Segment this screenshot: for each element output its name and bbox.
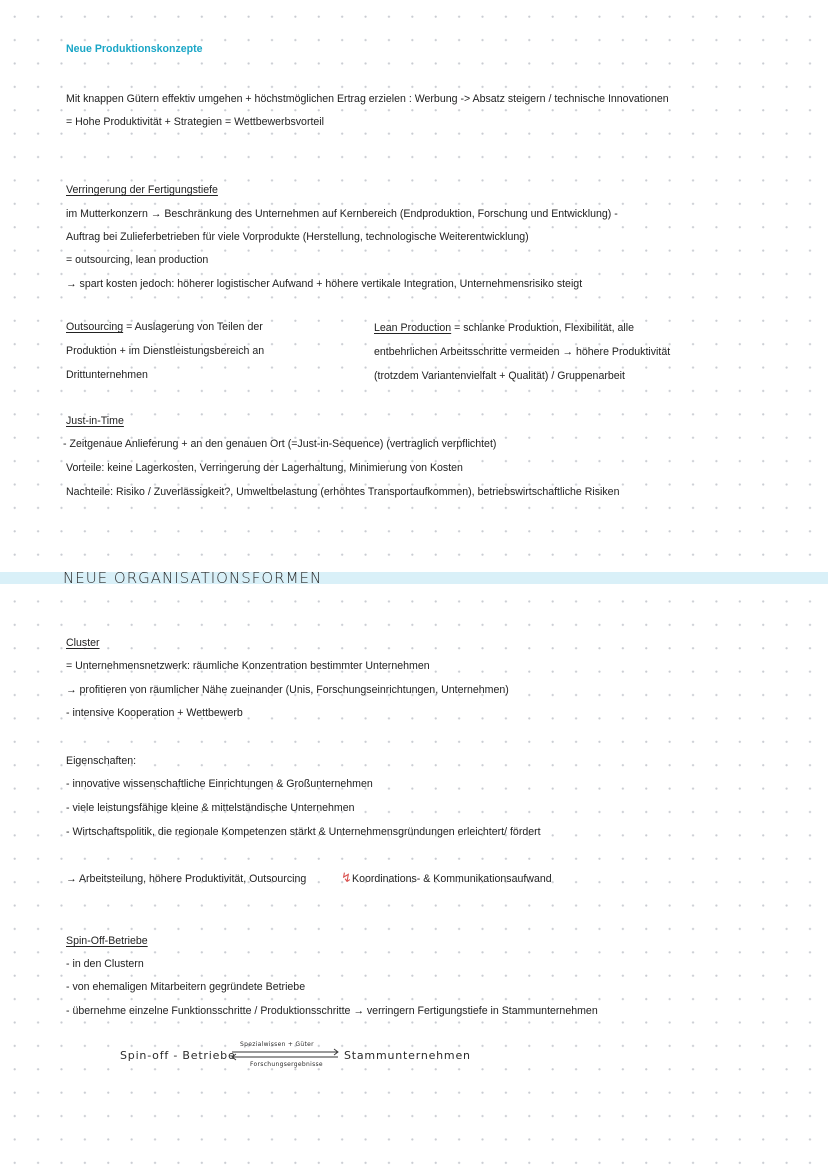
diagram-label-stammunternehmen: Stammunternehmen (344, 1049, 471, 1062)
diagram-label-spinoff: Spin-off - Betriebe (120, 1049, 236, 1062)
cluster-line: - intensive Kooperation + Wettbewerb (66, 707, 243, 719)
diagram-arrow-label-top: Spezialwissen + Güter (240, 1041, 314, 1048)
spinoff-diagram (118, 1038, 478, 1072)
cluster-summary-right: Koordinations- & Kommunikationsaufwand (352, 873, 552, 885)
section-title-produktionskonzepte: Neue Produktionskonzepte (66, 43, 203, 55)
lean-text: = schlanke Produktion, Flexibilität, alle (451, 322, 635, 334)
spinoff-line: - in den Clustern (66, 958, 144, 970)
intro-line-1: Mit knappen Gütern effektiv umgehen + höchstmöglichen Ertrag erzielen : Werbung -> Absatz steigern / technische Innovationen (66, 93, 669, 105)
cluster-line: → profitieren von räumlicher Nähe zueinander (Unis, Forschungseinrichtungen, Unternehmen) (66, 684, 509, 696)
lean-line: entbehrlichen Arbeitsschritte vermeiden → höhere Produktivität (374, 346, 671, 358)
lean-definition (374, 321, 634, 335)
outsourcing-term: Outsourcing (66, 321, 124, 333)
heading-just-in-time: Just-in-Time (66, 415, 124, 427)
outsourcing-text: = Auslagerung von Teilen der (123, 321, 263, 333)
cluster-summary-left: → Arbeitsteilung, höhere Produktivität, Outsourcing (66, 873, 307, 885)
outsourcing-line: Produktion + im Dienstleistungsbereich an (66, 345, 265, 357)
spinoff-line: - von ehemaligen Mitarbeitern gegründete Betriebe (66, 981, 306, 993)
outsourcing-definition (66, 320, 263, 334)
spinoff-line: - übernehme einzelne Funktionsschritte / Produktionsschritte → verringern Fertigungstiefe in Stammunternehmen (66, 1005, 598, 1017)
fertigungstiefe-line: → spart kosten jedoch: höherer logistischer Aufwand + höhere vertikale Integration, Unternehmensrisiko steigt (66, 278, 583, 290)
lightning-icon: ↯ (341, 870, 352, 885)
jit-line: Vorteile: keine Lagerkosten, Verringerung der Lagerhaltung, Minimierung von Kosten (66, 462, 463, 474)
heading-fertigungstiefe: Verringerung der Fertigungstiefe (66, 184, 218, 196)
eigenschaften-line: - innovative wissenschaftliche Einrichtungen & Großunternehmen (66, 778, 373, 790)
eigenschaften-line: - viele leistungsfähige kleine & mittelständische Unternehmen (66, 802, 355, 814)
fertigungstiefe-line: = outsourcing, lean production (66, 254, 209, 266)
diagram-arrow-label-bottom: Forschungsergebnisse (250, 1061, 323, 1068)
heading-eigenschaften: Eigenschaften: (66, 755, 137, 767)
heading-spin-off: Spin-Off-Betriebe (66, 935, 148, 947)
eigenschaften-line: - Wirtschaftspolitik, die regionale Kompetenzen stärkt & Unternehmensgründungen erleichtert/ fördert (66, 826, 541, 838)
jit-line: Nachteile: Risiko / Zuverlässigkeit?, Umweltbelastung (erhöhtes Transportaufkommen), betriebswirtschaftliche Risiken (66, 486, 620, 498)
section-title-organisationsformen: NEUE ORGANISATIONSFORMEN (63, 569, 323, 587)
lean-line: (trotzdem Variantenvielfalt + Qualität) / Gruppenarbeit (374, 370, 625, 382)
fertigungstiefe-line: im Mutterkonzern → Beschränkung des Unternehmen auf Kernbereich (Endproduktion, Forschung und Entwicklung) - (66, 208, 618, 220)
cluster-line: = Unternehmensnetzwerk: räumliche Konzentration bestimmter Unternehmen (66, 660, 430, 672)
fertigungstiefe-line: Auftrag bei Zulieferbetrieben für viele Vorprodukte (Herstellung, technologische Weiterentwicklung) (66, 231, 529, 243)
outsourcing-line: Drittunternehmen (66, 369, 148, 381)
heading-cluster: Cluster (66, 637, 100, 649)
jit-line: - Zeitgenaue Anlieferung + an den genauen Ort (=Just-in-Sequence) (vertraglich verpflichtet) (63, 438, 497, 450)
intro-line-2: = Hohe Produktivität + Strategien = Wettbewerbsvorteil (66, 116, 325, 128)
lean-term: Lean Production (374, 322, 452, 334)
